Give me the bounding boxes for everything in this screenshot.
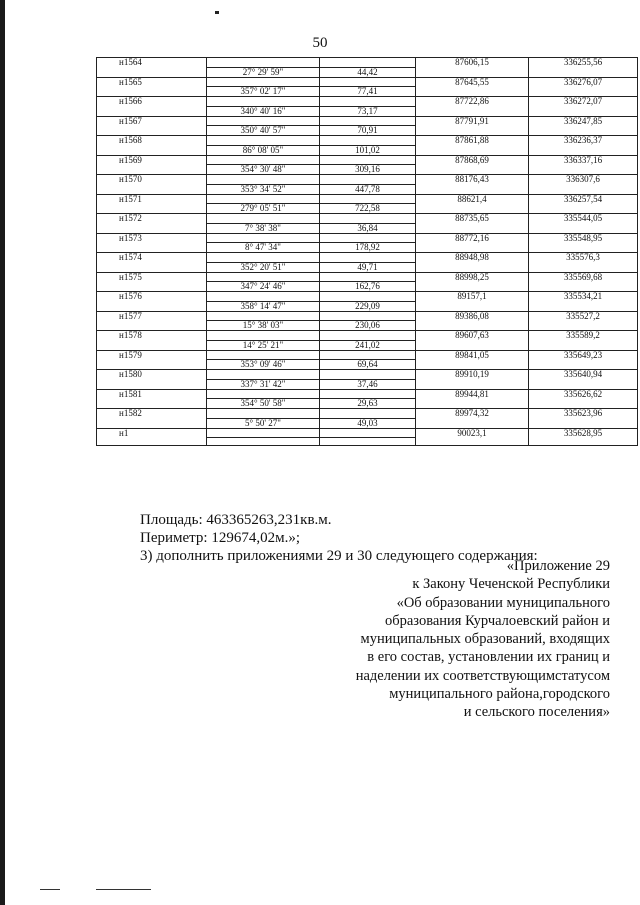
point-row [97,116,638,126]
y-coordinate: 335589,2 [529,331,638,341]
point-row [97,409,638,419]
point-name: н1570 [97,175,207,185]
appendix-line: «Приложение 29 [506,558,610,574]
segment-length: 44,42 [320,67,416,77]
y-empty [529,184,638,194]
x-coordinate: 89974,32 [416,409,529,419]
segment-row [97,184,638,194]
x-coordinate: 89386,08 [416,311,529,321]
point-name: н1567 [97,116,207,126]
point-row [97,428,638,438]
direction-angle [207,438,320,446]
point-row [97,214,638,224]
name-empty [97,301,207,311]
direction-angle: 350° 40' 57" [207,126,320,136]
point-name: н1580 [97,370,207,380]
x-coordinate: 89157,1 [416,292,529,302]
point-row [97,175,638,185]
point-name: н1 [97,428,207,438]
y-empty [529,165,638,175]
segment-length: 241,02 [320,340,416,350]
x-empty [416,67,529,77]
x-empty [416,360,529,370]
appendix-line: и сельского поселения» [463,704,610,721]
coordinates-table [96,57,638,446]
angle-empty [207,272,320,282]
y-coordinate: 335548,95 [529,233,638,243]
y-coordinate: 335527,2 [529,311,638,321]
point-name: н1568 [97,136,207,146]
y-coordinate: 336307,6 [529,175,638,185]
segment-length: 69,64 [320,360,416,370]
name-empty [97,262,207,272]
distance-empty [320,253,416,263]
segment-row [97,223,638,233]
direction-angle: 353° 09' 46" [207,360,320,370]
angle-empty [207,428,320,438]
x-coordinate: 87606,15 [416,58,529,68]
point-row [97,311,638,321]
segment-row [97,126,638,136]
angle-empty [207,116,320,126]
segment-length: 73,17 [320,106,416,116]
distance-empty [320,292,416,302]
x-coordinate: 89944,81 [416,389,529,399]
x-coordinate: 88772,16 [416,233,529,243]
name-empty [97,126,207,136]
distance-empty [320,155,416,165]
point-row [97,155,638,165]
appendix-line: к Закону Чеченской Республики [412,576,610,593]
angle-empty [207,97,320,107]
point-name: н1575 [97,272,207,282]
point-name: н1565 [97,77,207,87]
y-coordinate: 335649,23 [529,350,638,360]
segment-length: 447,78 [320,184,416,194]
segment-length: 70,91 [320,126,416,136]
segment-row [97,145,638,155]
segment-length: 178,92 [320,243,416,253]
point-row [97,370,638,380]
appendix-line: муниципальных образований, входящих [360,631,610,648]
x-empty [416,282,529,292]
y-coordinate: 336337,16 [529,155,638,165]
name-empty [97,321,207,331]
point-name: н1581 [97,389,207,399]
point-row [97,331,638,341]
x-coordinate: 87645,55 [416,77,529,87]
y-coordinate: 335623,96 [529,409,638,419]
x-empty [416,262,529,272]
scan-artifact [40,889,60,890]
y-coordinate: 336272,07 [529,97,638,107]
x-coordinate: 88735,65 [416,214,529,224]
point-row [97,97,638,107]
angle-empty [207,389,320,399]
name-empty [97,360,207,370]
point-name: н1569 [97,155,207,165]
angle-empty [207,175,320,185]
page-number: 50 [312,35,328,51]
point-name: н1578 [97,331,207,341]
distance-empty [320,311,416,321]
x-coordinate: 88998,25 [416,272,529,282]
y-empty [529,360,638,370]
x-empty [416,106,529,116]
x-empty [416,340,529,350]
x-coordinate: 88948,98 [416,253,529,263]
x-empty [416,321,529,331]
name-empty [97,399,207,409]
y-empty [529,262,638,272]
y-empty [529,223,638,233]
y-empty [529,87,638,97]
y-empty [529,301,638,311]
direction-angle: 347° 24' 46" [207,282,320,292]
y-empty [529,418,638,428]
angle-empty [207,214,320,224]
direction-angle: 8° 47' 34" [207,243,320,253]
point-name: н1574 [97,253,207,263]
name-empty [97,184,207,194]
y-coordinate: 335640,94 [529,370,638,380]
y-coordinate: 336247,85 [529,116,638,126]
appendix-heading [290,557,610,722]
direction-angle: 353° 34' 52" [207,184,320,194]
distance-empty [320,116,416,126]
segment-row [97,418,638,428]
distance-empty [320,194,416,204]
y-empty [529,106,638,116]
segment-row [97,340,638,350]
distance-empty [320,175,416,185]
segment-row [97,262,638,272]
name-empty [97,340,207,350]
x-empty [416,184,529,194]
segment-row [97,67,638,77]
point-row [97,292,638,302]
name-empty [97,204,207,214]
segment-length: 49,03 [320,418,416,428]
distance-empty [320,370,416,380]
distance-empty [320,77,416,87]
segment-row [97,321,638,331]
perimeter-text: Периметр: 129674,02м.»; [140,530,300,546]
x-empty [416,243,529,253]
angle-empty [207,253,320,263]
direction-angle: 7° 38' 38" [207,223,320,233]
x-coordinate: 89910,19 [416,370,529,380]
segment-length: 36,84 [320,223,416,233]
appendix-line: образования Курчалоевский район и [384,612,610,629]
name-empty [97,106,207,116]
segment-row [97,379,638,389]
name-empty [97,165,207,175]
direction-angle: 15° 38' 03" [207,321,320,331]
y-coordinate: 336276,07 [529,77,638,87]
x-empty [416,223,529,233]
direction-angle: 14° 25' 21" [207,340,320,350]
point-name: н1577 [97,311,207,321]
segment-row [97,165,638,175]
x-empty [416,165,529,175]
angle-empty [207,77,320,87]
y-coordinate: 335534,21 [529,292,638,302]
point-row [97,77,638,87]
scan-mark [215,11,219,14]
x-coordinate: 87722,86 [416,97,529,107]
y-empty [529,145,638,155]
point-name: н1566 [97,97,207,107]
x-coordinate: 87868,69 [416,155,529,165]
direction-angle: 337° 31' 42" [207,379,320,389]
name-empty [97,282,207,292]
distance-empty [320,428,416,438]
point-name: н1572 [97,214,207,224]
direction-angle: 5° 50' 27" [207,418,320,428]
angle-empty [207,409,320,419]
segment-row [97,301,638,311]
x-coordinate: 89607,63 [416,331,529,341]
angle-empty [207,350,320,360]
y-empty [529,340,638,350]
name-empty [97,379,207,389]
y-empty [529,379,638,389]
distance-empty [320,214,416,224]
point-name: н1579 [97,350,207,360]
segment-length: 162,76 [320,282,416,292]
distance-empty [320,136,416,146]
y-coordinate: 336255,56 [529,58,638,68]
y-empty [529,204,638,214]
angle-empty [207,292,320,302]
angle-empty [207,194,320,204]
x-empty [416,438,529,446]
x-empty [416,126,529,136]
point-row [97,350,638,360]
point-row [97,253,638,263]
segment-row [97,399,638,409]
direction-angle: 357° 02' 17" [207,87,320,97]
name-empty [97,438,207,446]
angle-empty [207,331,320,341]
y-coordinate: 335628,95 [529,428,638,438]
x-empty [416,418,529,428]
point-name: н1576 [97,292,207,302]
direction-angle: 86° 08' 05" [207,145,320,155]
y-empty [529,321,638,331]
point-row [97,233,638,243]
segment-length: 309,16 [320,165,416,175]
x-coordinate: 87791,91 [416,116,529,126]
direction-angle: 354° 50' 58" [207,399,320,409]
distance-empty [320,233,416,243]
angle-empty [207,136,320,146]
direction-angle: 340° 40' 16" [207,106,320,116]
name-empty [97,67,207,77]
angle-empty [207,370,320,380]
name-empty [97,243,207,253]
segment-row [97,87,638,97]
x-coordinate: 87861,88 [416,136,529,146]
y-coordinate: 335626,62 [529,389,638,399]
angle-empty [207,155,320,165]
direction-angle: 27° 29' 59" [207,67,320,77]
area-text: Площадь: 463365263,231кв.м. [140,512,332,528]
y-empty [529,67,638,77]
distance-empty [320,58,416,68]
name-empty [97,87,207,97]
scan-left-edge [0,0,5,905]
point-name: н1573 [97,233,207,243]
angle-empty [207,311,320,321]
x-coordinate: 89841,05 [416,350,529,360]
segment-row [97,360,638,370]
y-empty [529,399,638,409]
point-row [97,136,638,146]
segment-length: 29,63 [320,399,416,409]
y-coordinate: 335576,3 [529,253,638,263]
appendix-line: муниципального района,городского [389,686,610,703]
name-empty [97,418,207,428]
direction-angle: 279° 05' 51" [207,204,320,214]
direction-angle: 352° 20' 51" [207,262,320,272]
name-empty [97,223,207,233]
distance-empty [320,389,416,399]
y-coordinate: 335544,05 [529,214,638,224]
appendix-line: наделении их соответствующимстатусом [355,667,610,684]
point-row [97,58,638,68]
segment-length: 722,58 [320,204,416,214]
segment-row [97,243,638,253]
angle-empty [207,233,320,243]
segment-length: 49,71 [320,262,416,272]
y-empty [529,438,638,446]
x-empty [416,87,529,97]
item-3-text: 3) дополнить приложениями 29 и 30 следующего содержания: [140,548,538,564]
point-name: н1564 [97,58,207,68]
distance-empty [320,97,416,107]
x-coordinate: 88621,4 [416,194,529,204]
segment-length: 77,41 [320,87,416,97]
appendix-line: «Об образовании муниципального [396,594,610,611]
point-name: н1582 [97,409,207,419]
segment-row [97,204,638,214]
point-name: н1571 [97,194,207,204]
y-coordinate: 336257,54 [529,194,638,204]
angle-empty [207,58,320,68]
point-row [97,272,638,282]
x-coordinate: 90023,1 [416,428,529,438]
name-empty [97,145,207,155]
direction-angle: 354° 30' 48" [207,165,320,175]
y-empty [529,126,638,136]
segment-row [97,438,638,446]
distance-empty [320,331,416,341]
distance-empty [320,272,416,282]
x-empty [416,399,529,409]
appendix-line: в его состав, установлении их границ и [367,649,610,666]
segment-length: 101,02 [320,145,416,155]
scan-artifact [96,889,151,890]
x-empty [416,301,529,311]
segment-row [97,282,638,292]
distance-empty [320,350,416,360]
segment-length: 37,46 [320,379,416,389]
segment-row [97,106,638,116]
x-empty [416,145,529,155]
y-empty [529,282,638,292]
y-coordinate: 336236,37 [529,136,638,146]
segment-length: 230,06 [320,321,416,331]
y-empty [529,243,638,253]
direction-angle: 358° 14' 47" [207,301,320,311]
point-row [97,194,638,204]
segment-length [320,438,416,446]
x-empty [416,204,529,214]
x-coordinate: 88176,43 [416,175,529,185]
x-empty [416,379,529,389]
y-coordinate: 335569,68 [529,272,638,282]
distance-empty [320,409,416,419]
segment-length: 229,09 [320,301,416,311]
point-row [97,389,638,399]
